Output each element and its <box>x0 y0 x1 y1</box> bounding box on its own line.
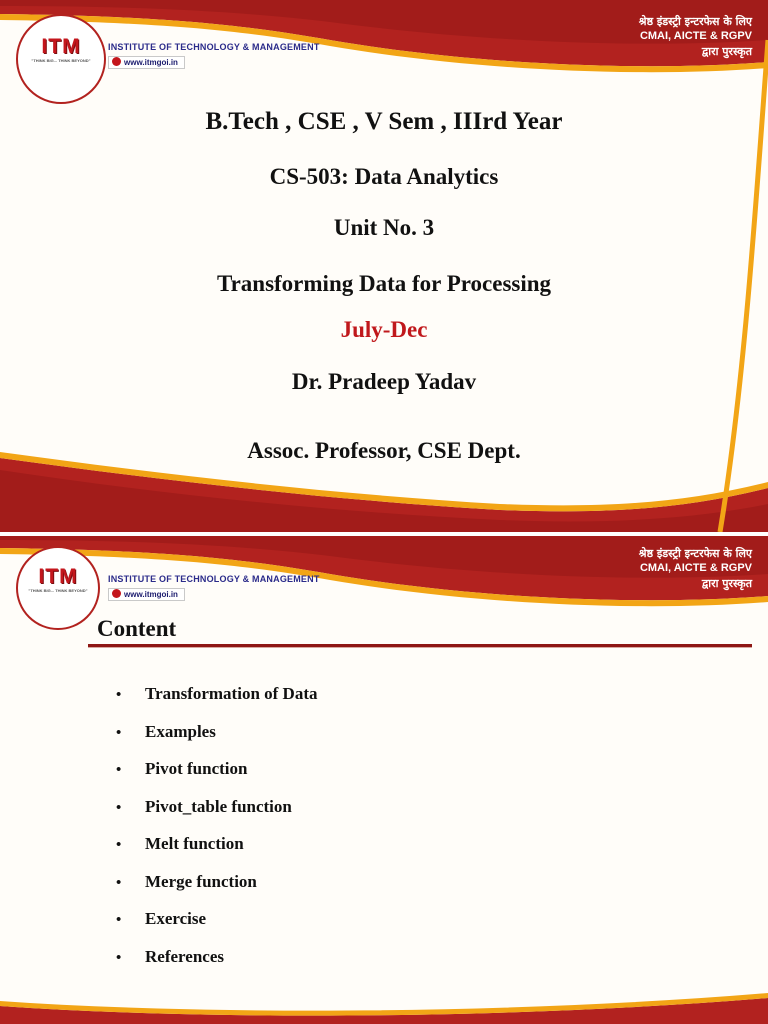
award-tagline <box>639 546 752 591</box>
content-heading: Content <box>97 616 177 641</box>
itm-logo <box>29 36 93 63</box>
bullet-icon: • <box>116 762 122 778</box>
list-item <box>116 909 318 947</box>
bullet-icon: • <box>116 837 122 853</box>
institute-name: INSTITUTE OF TECHNOLOGY & MANAGEMENT <box>108 42 320 52</box>
list-item-text: Merge function <box>145 871 257 891</box>
institute-banner <box>108 574 320 602</box>
tagline-line2: CMAI, AICTE & RGPV <box>639 562 752 574</box>
list-item <box>116 834 318 872</box>
tagline-line3: द्वारा पुरस्कृत <box>701 45 752 58</box>
website-text: www.itmgoi.in <box>124 58 178 67</box>
list-item <box>116 684 318 722</box>
list-item <box>116 872 318 910</box>
globe-icon <box>112 589 121 598</box>
topic-line: Transforming Data for Processing <box>216 271 552 296</box>
course-line: B.Tech , CSE , V Sem , IIIrd Year <box>205 108 563 135</box>
list-item <box>116 722 318 760</box>
bullet-icon: • <box>116 874 122 891</box>
list-item-text: References <box>145 946 224 966</box>
tagline-line2: CMAI, AICTE & RGPV <box>639 30 752 42</box>
tagline-line3: द्वारा पुरस्कृत <box>701 577 752 590</box>
itm-logo-tagline: "THINK BIG... THINK BEYOND" <box>31 58 91 63</box>
content-slide <box>0 536 768 1024</box>
heading-underline <box>88 644 752 648</box>
list-item-text: Pivot_table function <box>145 796 292 816</box>
tagline-line1: श्रेष्ठ इंडस्ट्री इन्टरफेस के लिए <box>638 547 752 560</box>
list-item <box>116 947 318 985</box>
bullet-icon: • <box>116 949 122 966</box>
list-item-text: Melt function <box>145 834 244 853</box>
website-text: www.itmgoi.in <box>124 590 178 599</box>
session-line: July-Dec <box>340 317 428 342</box>
itm-logo-text: ITM <box>38 565 78 588</box>
list-item-text: Exercise <box>145 909 207 928</box>
itm-logo-text: ITM <box>41 35 81 58</box>
bullet-icon: • <box>116 799 122 816</box>
content-list <box>116 684 318 984</box>
itm-logo-tagline: "THINK BIG... THINK BEYOND" <box>28 588 88 593</box>
author-name: Dr. Pradeep Yadav <box>291 369 477 394</box>
institute-banner <box>108 42 320 70</box>
subject-line: CS-503: Data Analytics <box>269 164 499 189</box>
institute-name: INSTITUTE OF TECHNOLOGY & MANAGEMENT <box>108 574 320 584</box>
list-item-text: Pivot function <box>145 759 248 778</box>
author-designation: Assoc. Professor, CSE Dept. <box>247 438 521 463</box>
bullet-icon: • <box>116 687 122 703</box>
list-item-text: Examples <box>145 721 216 741</box>
institute-website <box>108 56 185 69</box>
globe-icon <box>112 57 121 66</box>
list-item <box>116 759 318 797</box>
list-item-text: Transformation of Data <box>145 684 318 703</box>
bullet-icon: • <box>116 912 122 928</box>
award-tagline <box>639 14 752 59</box>
unit-line: Unit No. 3 <box>333 215 435 240</box>
institute-website <box>108 588 185 601</box>
tagline-line1: श्रेष्ठ इंडस्ट्री इन्टरफेस के लिए <box>638 15 752 28</box>
bullet-icon: • <box>116 724 122 741</box>
itm-logo <box>26 566 90 593</box>
list-item <box>116 797 318 835</box>
